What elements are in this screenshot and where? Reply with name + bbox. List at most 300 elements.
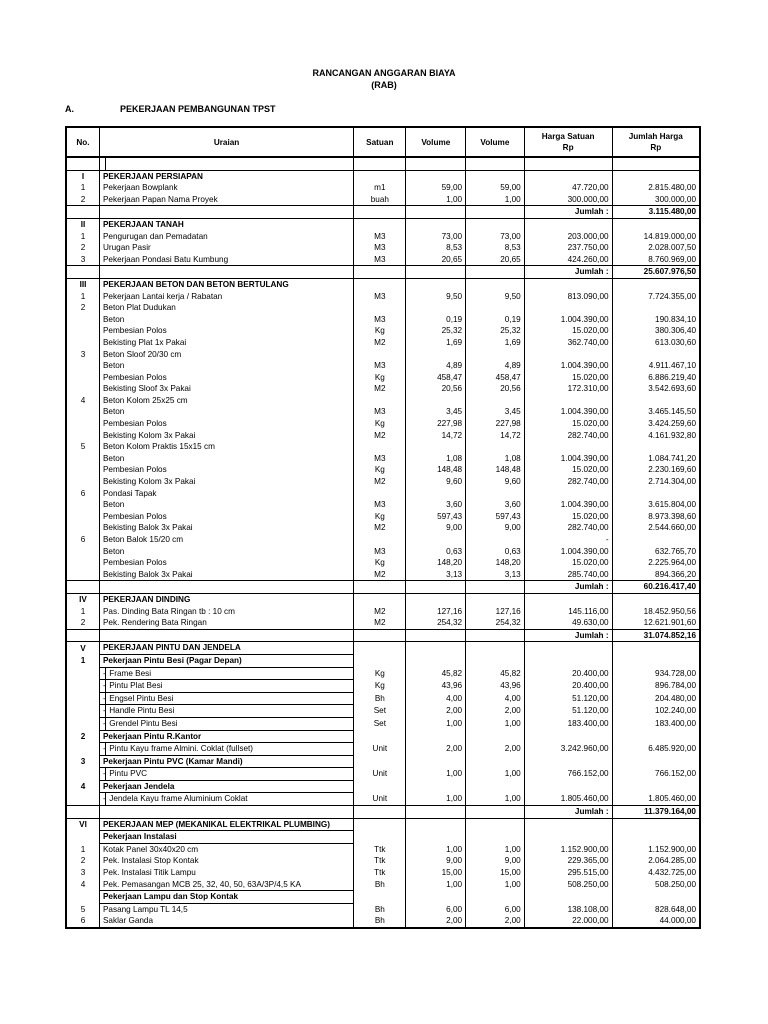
row-volume-1: 597,43	[406, 511, 466, 523]
row-number: VI	[66, 818, 99, 831]
table-row	[66, 557, 700, 569]
table-row	[66, 453, 700, 465]
row-number: 1	[66, 654, 99, 667]
table-row	[66, 488, 700, 500]
row-number: 2	[66, 242, 99, 254]
empty-cell	[466, 206, 525, 219]
row-unit: M3	[354, 406, 406, 418]
row-volume-1: 0,19	[406, 314, 466, 326]
table-row	[66, 867, 700, 879]
row-unit: M3	[354, 360, 406, 372]
row-description: Pekerjaan Lantai kerja / Rabatan	[99, 291, 353, 303]
row-volume-1: 4,89	[406, 360, 466, 372]
row-volume-2: 73,00	[466, 231, 525, 243]
empty-cell	[66, 629, 99, 642]
row-volume-2	[466, 891, 525, 904]
row-total-price: 1.084.741,20	[612, 453, 700, 465]
row-total-price: 12.621.901,60	[612, 617, 700, 629]
row-volume-1: 0,63	[406, 546, 466, 558]
row-description: Pasang Lampu TL 14,5	[99, 903, 353, 915]
header-jumlah-harga: Jumlah Harga Rp	[612, 127, 700, 157]
row-unit	[354, 654, 406, 667]
row-unit	[354, 642, 406, 655]
row-volume-1: 148,48	[406, 464, 466, 476]
table-row	[66, 717, 700, 730]
subtotal-label: Jumlah :	[524, 581, 612, 594]
row-unit-price: 15.020,00	[524, 325, 612, 337]
row-description: Pengurugan dan Pemadatan	[99, 231, 353, 243]
row-unit-price: 15.020,00	[524, 557, 612, 569]
row-volume-1: 1,00	[406, 768, 466, 781]
subtotal-value: 31.074.852,16	[612, 629, 700, 642]
row-volume-1: 9,00	[406, 855, 466, 867]
row-dash: -	[99, 768, 105, 781]
row-unit-price: 3.242.960,00	[524, 743, 612, 756]
row-volume-2	[466, 730, 525, 743]
row-number	[66, 325, 99, 337]
row-volume-1: 148,20	[406, 557, 466, 569]
row-number	[66, 768, 99, 781]
row-volume-2: 14,72	[466, 430, 525, 442]
row-volume-1: 127,16	[406, 606, 466, 618]
row-unit: M3	[354, 231, 406, 243]
row-volume-1	[406, 818, 466, 831]
row-volume-2: 1,00	[466, 793, 525, 806]
subtotal-row	[66, 266, 700, 279]
row-volume-2: 1,00	[466, 843, 525, 855]
row-unit-price	[524, 780, 612, 793]
row-number	[66, 831, 99, 844]
row-description: Bekisting Balok 3x Pakai	[99, 569, 353, 581]
row-volume-2: 227,98	[466, 418, 525, 430]
row-number: 4	[66, 395, 99, 407]
row-unit-price: 1.004.390,00	[524, 499, 612, 511]
row-unit-price	[524, 730, 612, 743]
row-unit-price: 508.250,00	[524, 879, 612, 891]
row-unit-price	[524, 441, 612, 453]
row-volume-2	[466, 278, 525, 290]
row-description: Pembesian Polos	[99, 557, 353, 569]
row-volume-2: 0,63	[466, 546, 525, 558]
row-volume-1	[406, 488, 466, 500]
rab-table	[65, 126, 701, 929]
section-row	[66, 170, 700, 182]
row-unit-price: 1.004.390,00	[524, 546, 612, 558]
row-total-price: 896.784,00	[612, 680, 700, 693]
table-row	[66, 231, 700, 243]
subtotal-value: 11.379.164,00	[612, 806, 700, 819]
row-description: Pekerjaan Instalasi	[99, 831, 353, 844]
table-row	[66, 569, 700, 581]
row-description: Beton Kolom 25x25 cm	[99, 395, 353, 407]
row-total-price: 508.250,00	[612, 879, 700, 891]
row-volume-2	[466, 395, 525, 407]
empty-cell	[466, 806, 525, 819]
row-total-price: 300.000,00	[612, 194, 700, 206]
empty-cell	[354, 581, 406, 594]
empty-cell	[106, 157, 354, 170]
row-unit-price: 22.000,00	[524, 915, 612, 928]
row-unit-price: 237.750,00	[524, 242, 612, 254]
empty-cell	[466, 266, 525, 279]
empty-cell	[66, 266, 99, 279]
row-unit: Kg	[354, 418, 406, 430]
table-row	[66, 680, 700, 693]
row-total-price: 4.161.932,80	[612, 430, 700, 442]
row-unit-price: 1.152.900,00	[524, 843, 612, 855]
row-unit: M3	[354, 242, 406, 254]
subtotal-label: Jumlah :	[524, 806, 612, 819]
row-total-price: 3.615.804,00	[612, 499, 700, 511]
row-description: Pondasi Tapak	[99, 488, 353, 500]
row-volume-1	[406, 891, 466, 904]
row-total-price	[612, 755, 700, 768]
row-unit	[354, 891, 406, 904]
row-unit	[354, 831, 406, 844]
row-total-price: 2.064.285,00	[612, 855, 700, 867]
row-volume-2: 0,19	[466, 314, 525, 326]
row-volume-1	[406, 755, 466, 768]
row-description: Frame Besi	[106, 667, 354, 680]
row-total-price: 1.152.900,00	[612, 843, 700, 855]
row-number	[66, 372, 99, 384]
subsection-row	[66, 755, 700, 768]
row-description: Beton Kolom Praktis 15x15 cm	[99, 441, 353, 453]
row-volume-2	[466, 818, 525, 831]
row-number: 5	[66, 441, 99, 453]
row-total-price: 3.424.259,60	[612, 418, 700, 430]
row-volume-2	[466, 755, 525, 768]
row-number	[66, 793, 99, 806]
row-unit: buah	[354, 194, 406, 206]
row-unit-price: 20.400,00	[524, 680, 612, 693]
row-unit-price	[524, 278, 612, 290]
row-description: Pembesian Polos	[99, 511, 353, 523]
row-volume-2	[466, 441, 525, 453]
empty-cell	[354, 806, 406, 819]
row-number	[66, 383, 99, 395]
row-description: Pembesian Polos	[99, 464, 353, 476]
section-number: A.	[65, 104, 74, 114]
row-volume-2: 127,16	[466, 606, 525, 618]
row-volume-2: 59,00	[466, 182, 525, 194]
row-unit: Kg	[354, 680, 406, 693]
row-total-price: 2.815.480,00	[612, 182, 700, 194]
subtotal-value: 3.115.480,00	[612, 206, 700, 219]
table-row	[66, 194, 700, 206]
row-number: 6	[66, 488, 99, 500]
row-description: Saklar Ganda	[99, 915, 353, 928]
empty-cell	[406, 629, 466, 642]
table-row	[66, 349, 700, 361]
row-unit-price	[524, 170, 612, 182]
row-volume-1	[406, 642, 466, 655]
row-dash: -	[99, 667, 105, 680]
empty-cell	[466, 157, 525, 170]
table-row	[66, 534, 700, 546]
row-description: PEKERJAAN DINDING	[99, 593, 353, 605]
row-total-price: 632.765,70	[612, 546, 700, 558]
row-unit-price	[524, 218, 612, 230]
row-unit	[354, 755, 406, 768]
row-unit-price	[524, 395, 612, 407]
header-volume-1: Volume	[406, 127, 466, 157]
row-description: Pekerjaan Jendela	[99, 780, 353, 793]
row-number: 6	[66, 534, 99, 546]
row-unit: M3	[354, 499, 406, 511]
row-unit	[354, 780, 406, 793]
row-volume-1	[406, 302, 466, 314]
row-unit: M2	[354, 606, 406, 618]
row-description: PEKERJAAN TANAH	[99, 218, 353, 230]
row-volume-2: 1,69	[466, 337, 525, 349]
table-row	[66, 441, 700, 453]
row-unit	[354, 278, 406, 290]
row-volume-1: 8,53	[406, 242, 466, 254]
row-description: Bekisting Sloof 3x Pakai	[99, 383, 353, 395]
row-unit: Unit	[354, 743, 406, 756]
row-unit-price: 49.630,00	[524, 617, 612, 629]
row-volume-1	[406, 780, 466, 793]
row-description: Beton	[99, 406, 353, 418]
row-unit: Bh	[354, 879, 406, 891]
row-total-price: 380.306,40	[612, 325, 700, 337]
row-number	[66, 546, 99, 558]
table-row	[66, 291, 700, 303]
row-total-price	[612, 395, 700, 407]
subtotal-value: 60.216.417,40	[612, 581, 700, 594]
section-row	[66, 218, 700, 230]
row-volume-2: 597,43	[466, 511, 525, 523]
row-unit: M2	[354, 383, 406, 395]
row-number: 1	[66, 182, 99, 194]
row-unit	[354, 349, 406, 361]
row-description: Handle Pintu Besi	[106, 705, 354, 718]
row-unit	[354, 441, 406, 453]
row-unit-price: 282.740,00	[524, 476, 612, 488]
empty-cell	[406, 581, 466, 594]
row-unit-price: -	[524, 534, 612, 546]
row-total-price: 766.152,00	[612, 768, 700, 781]
row-number	[66, 557, 99, 569]
row-total-price: 613.030,60	[612, 337, 700, 349]
table-row	[66, 395, 700, 407]
empty-cell	[354, 157, 406, 170]
section-title: PEKERJAAN PEMBANGUNAN TPST	[120, 104, 276, 114]
row-total-price: 6.485.920,00	[612, 743, 700, 756]
row-total-price: 3.465.145,50	[612, 406, 700, 418]
row-volume-1: 25,32	[406, 325, 466, 337]
row-unit: M3	[354, 254, 406, 266]
row-unit	[354, 818, 406, 831]
row-unit	[354, 218, 406, 230]
row-total-price: 183.400,00	[612, 717, 700, 730]
rab-table-body	[66, 157, 700, 928]
row-unit: M2	[354, 337, 406, 349]
row-volume-2: 2,00	[466, 743, 525, 756]
empty-cell	[406, 157, 466, 170]
row-total-price	[612, 730, 700, 743]
table-row	[66, 360, 700, 372]
row-number	[66, 667, 99, 680]
section-row	[66, 278, 700, 290]
row-number: 4	[66, 780, 99, 793]
table-row	[66, 743, 700, 756]
row-number: 1	[66, 291, 99, 303]
table-row	[66, 302, 700, 314]
row-volume-2: 43,96	[466, 680, 525, 693]
subtotal-row	[66, 206, 700, 219]
row-unit	[354, 534, 406, 546]
row-volume-1	[406, 654, 466, 667]
row-dash: -	[99, 705, 105, 718]
row-total-price: 2.028.007,50	[612, 242, 700, 254]
empty-cell	[99, 581, 353, 594]
row-total-price: 4.432.725,00	[612, 867, 700, 879]
empty-cell	[406, 266, 466, 279]
row-number	[66, 522, 99, 534]
section-row	[66, 593, 700, 605]
row-number: III	[66, 278, 99, 290]
row-unit: Unit	[354, 768, 406, 781]
row-dash: -	[99, 692, 105, 705]
row-unit-price: 282.740,00	[524, 522, 612, 534]
row-unit: Kg	[354, 464, 406, 476]
row-description: Pekerjaan Lampu dan Stop Kontak	[99, 891, 353, 904]
table-row	[66, 606, 700, 618]
row-volume-2: 2,00	[466, 915, 525, 928]
row-number: 1	[66, 843, 99, 855]
row-number: I	[66, 170, 99, 182]
row-unit-price: 424.260,00	[524, 254, 612, 266]
row-unit: Bh	[354, 903, 406, 915]
table-row	[66, 692, 700, 705]
row-volume-1: 1,00	[406, 843, 466, 855]
row-unit-price: 145.116,00	[524, 606, 612, 618]
row-total-price: 8.760.969,00	[612, 254, 700, 266]
row-number: 2	[66, 730, 99, 743]
row-total-price	[612, 302, 700, 314]
row-description: Bekisting Kolom 3x Pakai	[99, 430, 353, 442]
table-row	[66, 768, 700, 781]
row-volume-2: 2,00	[466, 705, 525, 718]
row-unit-price	[524, 593, 612, 605]
row-description: Pembesian Polos	[99, 418, 353, 430]
row-unit: Bh	[354, 915, 406, 928]
row-total-price: 6.886.219,40	[612, 372, 700, 384]
table-row	[66, 546, 700, 558]
row-volume-2	[466, 488, 525, 500]
row-number: 4	[66, 879, 99, 891]
row-volume-2	[466, 534, 525, 546]
empty-cell	[354, 629, 406, 642]
row-volume-1: 59,00	[406, 182, 466, 194]
empty-cell	[466, 581, 525, 594]
table-row	[66, 915, 700, 928]
empty-cell	[66, 206, 99, 219]
row-total-price: 14.819.000,00	[612, 231, 700, 243]
row-number	[66, 476, 99, 488]
document-subtitle: (RAB)	[371, 80, 397, 90]
row-total-price	[612, 278, 700, 290]
table-row	[66, 879, 700, 891]
row-number: 1	[66, 231, 99, 243]
empty-cell	[66, 157, 99, 170]
document-title: RANCANGAN ANGGARAN BIAYA	[312, 68, 456, 78]
row-unit-price	[524, 831, 612, 844]
row-total-price: 44.000,00	[612, 915, 700, 928]
subsection-row	[66, 654, 700, 667]
empty-cell	[354, 266, 406, 279]
subtotal-value: 25.607.976,50	[612, 266, 700, 279]
empty-cell	[99, 206, 353, 219]
row-description: Beton Balok 15/20 cm	[99, 534, 353, 546]
row-volume-2: 45,82	[466, 667, 525, 680]
row-description: Pintu PVC	[106, 768, 354, 781]
row-unit-price	[524, 654, 612, 667]
row-description: Pek. Pemasangan MCB 25, 32, 40, 50, 63A/3P/4,5 KA	[99, 879, 353, 891]
row-volume-1: 4,00	[406, 692, 466, 705]
subsection-row	[66, 831, 700, 844]
row-dash: -	[99, 680, 105, 693]
row-volume-2: 20,65	[466, 254, 525, 266]
row-total-price: 7.724.355,00	[612, 291, 700, 303]
row-total-price	[612, 780, 700, 793]
row-volume-2	[466, 349, 525, 361]
row-number	[66, 499, 99, 511]
row-description: Beton	[99, 499, 353, 511]
row-volume-1	[406, 441, 466, 453]
row-volume-1: 3,13	[406, 569, 466, 581]
subtotal-row	[66, 581, 700, 594]
row-volume-1: 458,47	[406, 372, 466, 384]
row-total-price: 190.834,10	[612, 314, 700, 326]
row-volume-2: 3,45	[466, 406, 525, 418]
row-volume-2	[466, 593, 525, 605]
row-number: 3	[66, 755, 99, 768]
row-volume-1: 15,00	[406, 867, 466, 879]
row-number	[66, 406, 99, 418]
row-number	[66, 314, 99, 326]
row-description: Pekerjaan Papan Nama Proyek	[99, 194, 353, 206]
row-unit: Ttk	[354, 867, 406, 879]
table-row	[66, 499, 700, 511]
row-description: Pek. Instalasi Stop Kontak	[99, 855, 353, 867]
row-description: Pekerjaan Pondasi Batu Kumbung	[99, 254, 353, 266]
row-description: PEKERJAAN PERSIAPAN	[99, 170, 353, 182]
row-number: 2	[66, 855, 99, 867]
row-volume-2: 3,60	[466, 499, 525, 511]
row-volume-2: 9,60	[466, 476, 525, 488]
row-volume-2: 9,00	[466, 855, 525, 867]
row-volume-1: 1,00	[406, 793, 466, 806]
row-description: Pek. Instalasi Titik Lampu	[99, 867, 353, 879]
subtotal-label: Jumlah :	[524, 629, 612, 642]
header-satuan: Satuan	[354, 127, 406, 157]
row-unit: m1	[354, 182, 406, 194]
table-row	[66, 383, 700, 395]
row-total-price: 894.366,20	[612, 569, 700, 581]
empty-cell	[466, 629, 525, 642]
row-number	[66, 464, 99, 476]
row-description: Pekerjaan Pintu Besi (Pagar Depan)	[99, 654, 353, 667]
row-description: Pekerjaan Bowplank	[99, 182, 353, 194]
row-unit	[354, 302, 406, 314]
row-unit: Ttk	[354, 855, 406, 867]
row-number	[66, 337, 99, 349]
row-volume-2: 8,53	[466, 242, 525, 254]
row-unit: M2	[354, 476, 406, 488]
